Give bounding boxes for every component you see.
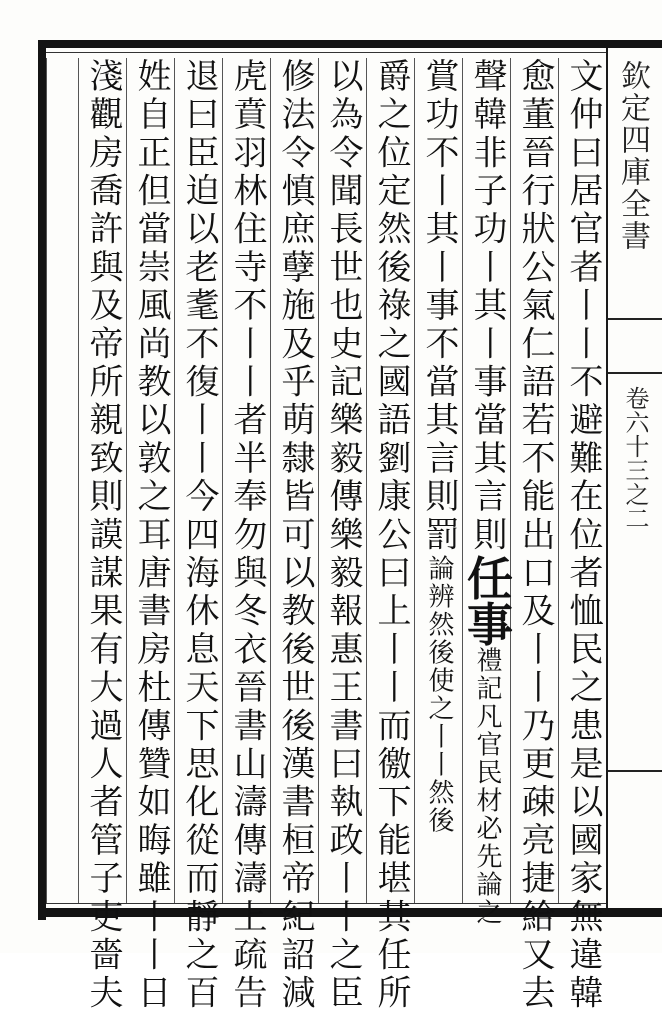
text-column-12 bbox=[46, 58, 79, 903]
column-text: 爵之位定然後祿之國語劉康公曰上丨丨而徼下能堪其任所 bbox=[371, 58, 411, 1013]
text-column-11 bbox=[78, 58, 127, 1013]
book-title: 欽定四庫全書 bbox=[615, 60, 650, 252]
text-column-6 bbox=[318, 58, 367, 1013]
entry-term: 任事 bbox=[460, 554, 514, 647]
text-column-4 bbox=[414, 58, 463, 903]
frame-border-top bbox=[38, 40, 662, 48]
text-column-5 bbox=[366, 58, 415, 1013]
column-text: 文仲曰居官者丨丨不避難在位者恤民之患是以國家無違韓 bbox=[563, 58, 603, 1013]
column-text: 淺觀房喬許與及帝所親致則謨謀果有大過人者管子吏嗇夫 bbox=[83, 58, 123, 1013]
text-column-8 bbox=[222, 58, 271, 1013]
margin-rule bbox=[608, 318, 662, 320]
column-text: 聲韓非子功丨其丨事當其言則 bbox=[467, 58, 507, 555]
margin-rule bbox=[608, 770, 662, 772]
text-column-1 bbox=[558, 58, 607, 1013]
text-column-7 bbox=[270, 58, 319, 1013]
column-text-after: 禮記凡官民材必先論之 bbox=[472, 646, 502, 927]
column-text: 以為令聞長世也史記樂毅傳樂毅報惠王書曰執政丨丨之臣 bbox=[323, 58, 363, 1013]
margin-rule bbox=[608, 372, 662, 374]
column-text-after: 論辨然後使之丨丨然後 bbox=[424, 554, 454, 835]
text-column-3 bbox=[460, 58, 514, 927]
text-column-9 bbox=[174, 58, 223, 1013]
column-text: 退曰臣迫以老耄不復丨丨今四海休息天下思化從而靜之百 bbox=[179, 58, 219, 1013]
column-text: 修法令慎庶孽施及乎萌隸皆可以教後世後漢書桓帝紀詔減 bbox=[275, 58, 315, 1013]
column-text: 虎賁羽林住寺不丨丨者半奉勿與冬衣晉書山濤傳濤上疏告 bbox=[227, 58, 267, 1013]
column-text: 賞功不丨其丨事不當其言則罰 bbox=[419, 58, 459, 555]
text-column-10 bbox=[126, 58, 175, 1013]
column-text: 愈董晉行狀公氣仁語若不能出口及丨丨乃更疎亮捷給又去 bbox=[515, 58, 555, 1013]
volume-label: 卷六十三之二 bbox=[621, 386, 649, 530]
text-column-2 bbox=[510, 58, 559, 1013]
frame-border-left bbox=[38, 40, 46, 920]
inner-rule-top bbox=[46, 52, 606, 53]
column-text: 姓自正但當崇風尚教以敦之耳唐書房杜傳贊如晦雖丨丨日 bbox=[131, 58, 171, 1013]
